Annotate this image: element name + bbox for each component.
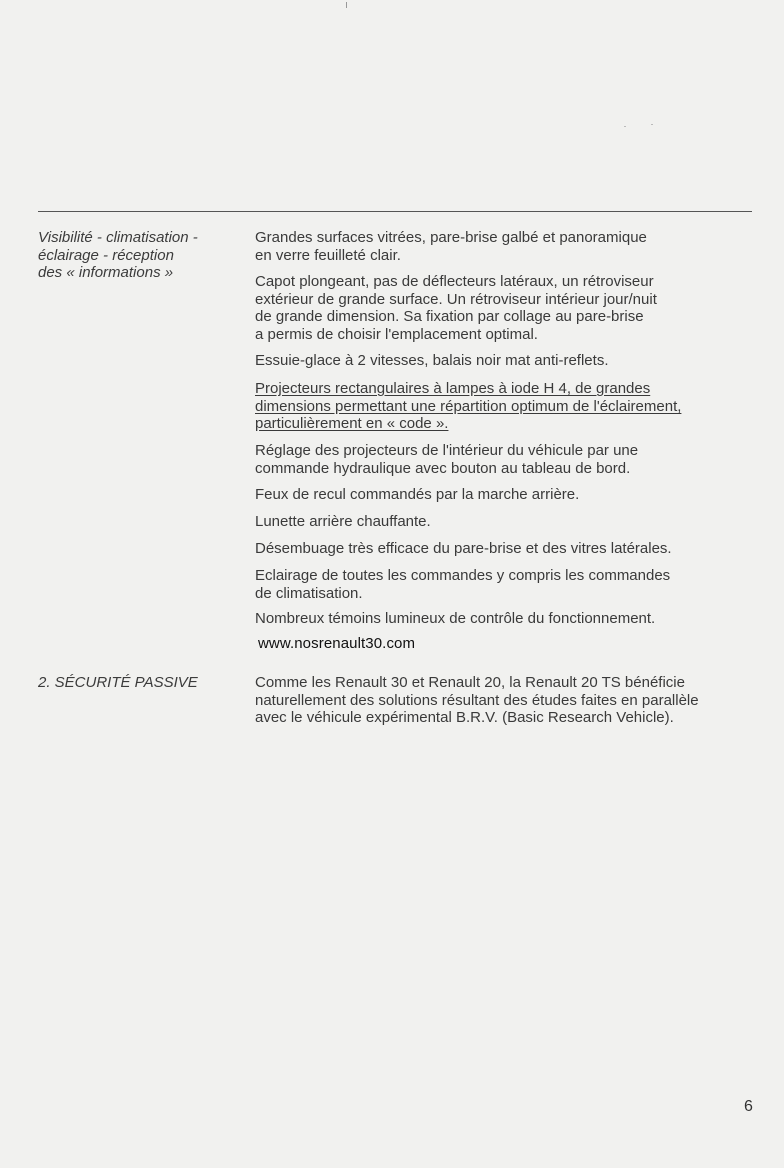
paper-speck bbox=[346, 2, 347, 8]
paragraph-wipers bbox=[255, 352, 755, 370]
paragraph-line: Nombreux témoins lumineux de contrôle du fonctionnement. bbox=[255, 610, 656, 627]
paragraph-line: Feux de recul commandés par la marche arrière. bbox=[255, 486, 580, 503]
paper-speck bbox=[624, 126, 626, 127]
paragraph-line: naturellement des solutions résultant des études faites en parallèle bbox=[255, 691, 699, 709]
page-number: 6 bbox=[744, 1098, 753, 1115]
heading-line: 2. SÉCURITÉ PASSIVE bbox=[38, 674, 198, 691]
paragraph-windows bbox=[255, 229, 755, 264]
paragraph-reverse-lights bbox=[255, 486, 755, 504]
website-url: www.nosrenault30.com bbox=[258, 635, 416, 652]
paragraph-line: Comme les Renault 30 et Renault 20, la Renault 20 TS bénéficie bbox=[255, 674, 685, 691]
paragraph-line: Essuie-glace à 2 vitesses, balais noir mat anti-reflets. bbox=[255, 352, 609, 369]
section-heading-visibility bbox=[38, 229, 238, 282]
section-divider bbox=[38, 211, 752, 212]
paragraph-line: Projecteurs rectangulaires à lampes à iode H 4, de grandes bbox=[255, 380, 651, 397]
paragraph-mirrors bbox=[255, 273, 755, 343]
paragraph-heated-rear-window bbox=[255, 513, 755, 531]
paragraph-warning-lights bbox=[255, 610, 755, 628]
paragraph-line: en verre feuilleté clair. bbox=[255, 246, 401, 264]
paragraph-line: dimensions permettant une répartition optimum de l'éclairement, bbox=[255, 397, 682, 415]
paragraph-line: Eclairage de toutes les commandes y compris les commandes bbox=[255, 567, 671, 584]
heading-line: Visibilité - climatisation - bbox=[38, 229, 198, 246]
paragraph-line: avec le véhicule expérimental B.R.V. (Basic Research Vehicle). bbox=[255, 709, 674, 726]
heading-line: éclairage - réception bbox=[38, 246, 174, 264]
paragraph-headlight-adjust bbox=[255, 442, 755, 477]
heading-line: des « informations » bbox=[38, 264, 174, 281]
paragraph-line: de grande dimension. Sa fixation par collage au pare-brise bbox=[255, 308, 644, 325]
paragraph-control-lighting bbox=[255, 567, 755, 602]
paragraph-passive-safety bbox=[255, 674, 755, 727]
paragraph-line: extérieur de grande surface. Un rétroviseur intérieur jour/nuit bbox=[255, 290, 657, 308]
section-heading-passive-safety bbox=[38, 674, 238, 692]
paragraph-demisting bbox=[255, 540, 755, 558]
paragraph-line: commande hydraulique avec bouton au tableau de bord. bbox=[255, 459, 631, 477]
paragraph-line: a permis de choisir l'emplacement optimal. bbox=[255, 325, 538, 343]
paragraph-line: de climatisation. bbox=[255, 584, 363, 602]
paragraph-line: Désembuage très efficace du pare-brise et des vitres latérales. bbox=[255, 540, 672, 557]
paper-speck bbox=[651, 124, 653, 125]
paragraph-line: Grandes surfaces vitrées, pare-brise galbé et panoramique bbox=[255, 229, 647, 246]
paragraph-line: Réglage des projecteurs de l'intérieur du véhicule par une bbox=[255, 442, 639, 459]
paragraph-line: Capot plongeant, pas de déflecteurs latéraux, un rétroviseur bbox=[255, 273, 654, 290]
paragraph-line: Lunette arrière chauffante. bbox=[255, 513, 431, 530]
paragraph-line: particulièrement en « code ». bbox=[255, 415, 449, 432]
paragraph-headlights bbox=[255, 380, 755, 433]
